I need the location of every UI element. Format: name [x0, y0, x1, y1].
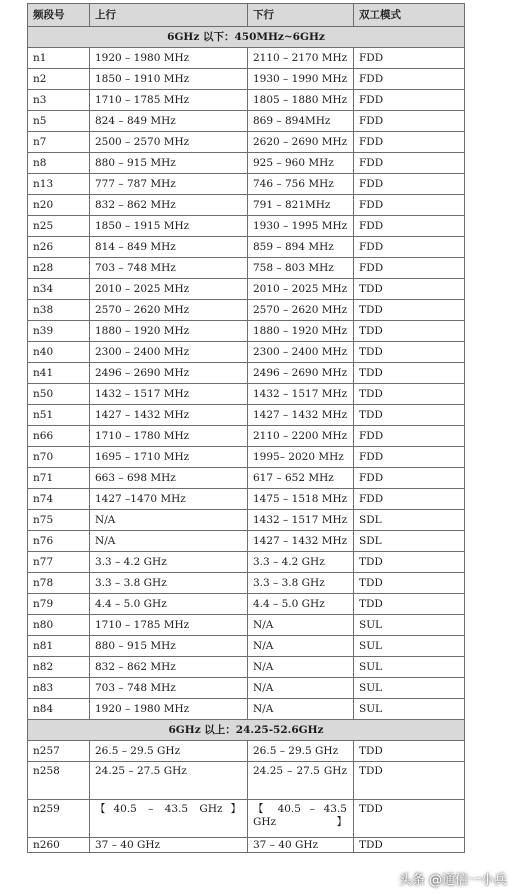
cell-uplink: 3.3 – 3.8 GHz [90, 573, 248, 594]
cell-band: n38 [28, 300, 90, 321]
cell-downlink: 2620 – 2690 MHz [248, 132, 354, 153]
cell-duplex: FDD [354, 90, 465, 111]
table-row [28, 468, 465, 489]
cell-downlink: 2496 – 2690 MHz [248, 363, 354, 384]
cell-uplink: 1850 – 1915 MHz [90, 216, 248, 237]
cell-uplink: 24.25 – 27.5 GHz [90, 762, 248, 800]
cell-band: n25 [28, 216, 90, 237]
table-row [28, 594, 465, 615]
cell-band: n20 [28, 195, 90, 216]
table-row [28, 426, 465, 447]
cell-downlink: 925 – 960 MHz [248, 153, 354, 174]
cell-downlink: 1805 – 1880 MHz [248, 90, 354, 111]
cell-downlink: 1930 – 1990 MHz [248, 69, 354, 90]
table-row [28, 800, 465, 838]
cell-uplink: 703 – 748 MHz [90, 678, 248, 699]
cell-band: n74 [28, 489, 90, 510]
cell-uplink: 1710 – 1785 MHz [90, 615, 248, 636]
cell-duplex: FDD [354, 426, 465, 447]
cell-duplex: TDD [354, 363, 465, 384]
cell-duplex: FDD [354, 489, 465, 510]
cell-band: n84 [28, 699, 90, 720]
cell-downlink: 1475 – 1518 MHz [248, 489, 354, 510]
cell-band: n26 [28, 237, 90, 258]
table-row [28, 132, 465, 153]
section-row [28, 720, 465, 741]
cell-duplex: FDD [354, 237, 465, 258]
cell-downlink: N/A [248, 615, 354, 636]
cell-uplink: 663 – 698 MHz [90, 468, 248, 489]
cell-uplink: 【40.5 – 43.5 GHz】 [90, 800, 248, 838]
cell-band: n259 [28, 800, 90, 838]
cell-band: n13 [28, 174, 90, 195]
table-body [28, 27, 465, 853]
cell-downlink: N/A [248, 636, 354, 657]
cell-uplink: 2500 – 2570 MHz [90, 132, 248, 153]
cell-band: n260 [28, 838, 90, 853]
cell-uplink: 26.5 – 29.5 GHz [90, 741, 248, 762]
table-row [28, 342, 465, 363]
cell-duplex: FDD [354, 69, 465, 90]
table-row [28, 552, 465, 573]
cell-uplink: 2496 – 2690 MHz [90, 363, 248, 384]
cell-downlink: 746 – 756 MHz [248, 174, 354, 195]
table-row [28, 237, 465, 258]
table-row [28, 90, 465, 111]
cell-band: n83 [28, 678, 90, 699]
cell-duplex: TDD [354, 800, 465, 838]
cell-band: n7 [28, 132, 90, 153]
section-row [28, 27, 465, 48]
cell-downlink: 859 – 894 MHz [248, 237, 354, 258]
section-title: 6GHz 以下：450MHz~6GHz [28, 27, 465, 48]
table-row [28, 405, 465, 426]
cell-band: n39 [28, 321, 90, 342]
cell-band: n80 [28, 615, 90, 636]
cell-band: n257 [28, 741, 90, 762]
cell-duplex: TDD [354, 573, 465, 594]
cell-duplex: SUL [354, 615, 465, 636]
table-row [28, 48, 465, 69]
cell-duplex: TDD [354, 300, 465, 321]
table-row [28, 363, 465, 384]
cell-band: n75 [28, 510, 90, 531]
table-row [28, 531, 465, 552]
cell-uplink: 1427 – 1432 MHz [90, 405, 248, 426]
table-row [28, 111, 465, 132]
table-row [28, 69, 465, 90]
cell-downlink: 1880 – 1920 MHz [248, 321, 354, 342]
cell-duplex: FDD [354, 195, 465, 216]
cell-uplink: 1427 –1470 MHz [90, 489, 248, 510]
cell-uplink: 1920 – 1980 MHz [90, 48, 248, 69]
table-row [28, 216, 465, 237]
cell-duplex: TDD [354, 762, 465, 800]
cell-band: n34 [28, 279, 90, 300]
cell-duplex: FDD [354, 258, 465, 279]
cell-band: n40 [28, 342, 90, 363]
table-row [28, 384, 465, 405]
cell-downlink: 24.25 – 27.5 GHz [248, 762, 354, 800]
cell-downlink: N/A [248, 657, 354, 678]
cell-downlink: 2110 – 2200 MHz [248, 426, 354, 447]
cell-downlink: 2570 – 2620 MHz [248, 300, 354, 321]
cell-downlink: 1995– 2020 MHz [248, 447, 354, 468]
cell-duplex: TDD [354, 838, 465, 853]
cell-duplex: SDL [354, 510, 465, 531]
table-row [28, 678, 465, 699]
cell-uplink: 2570 – 2620 MHz [90, 300, 248, 321]
cell-uplink: 832 – 862 MHz [90, 657, 248, 678]
cell-downlink: 869 – 894MHz [248, 111, 354, 132]
table-row [28, 153, 465, 174]
cell-duplex: FDD [354, 153, 465, 174]
cell-uplink: 880 – 915 MHz [90, 153, 248, 174]
cell-uplink: 3.3 – 4.2 GHz [90, 552, 248, 573]
cell-band: n79 [28, 594, 90, 615]
cell-duplex: SUL [354, 636, 465, 657]
header-uplink: 上行 [90, 4, 248, 27]
watermark: 头条 @通信一小兵 [398, 873, 507, 888]
table-row [28, 657, 465, 678]
table-row [28, 838, 465, 853]
cell-duplex: TDD [354, 279, 465, 300]
cell-band: n258 [28, 762, 90, 800]
cell-band: n3 [28, 90, 90, 111]
table-row [28, 573, 465, 594]
cell-uplink: 777 – 787 MHz [90, 174, 248, 195]
cell-band: n71 [28, 468, 90, 489]
cell-downlink: 1432 – 1517 MHz [248, 510, 354, 531]
cell-uplink: 37 – 40 GHz [90, 838, 248, 853]
table-row [28, 195, 465, 216]
cell-duplex: TDD [354, 321, 465, 342]
cell-band: n8 [28, 153, 90, 174]
cell-uplink: N/A [90, 510, 248, 531]
cell-band: n5 [28, 111, 90, 132]
cell-band: n1 [28, 48, 90, 69]
cell-band: n51 [28, 405, 90, 426]
table-row [28, 489, 465, 510]
cell-duplex: TDD [354, 405, 465, 426]
cell-downlink: 4.4 – 5.0 GHz [248, 594, 354, 615]
cell-band: n77 [28, 552, 90, 573]
cell-duplex: FDD [354, 111, 465, 132]
cell-duplex: FDD [354, 216, 465, 237]
cell-band: n28 [28, 258, 90, 279]
cell-uplink: 4.4 – 5.0 GHz [90, 594, 248, 615]
band-table [27, 3, 465, 853]
cell-uplink: 1850 – 1910 MHz [90, 69, 248, 90]
cell-downlink: 2110 – 2170 MHz [248, 48, 354, 69]
cell-uplink: 1710 – 1785 MHz [90, 90, 248, 111]
cell-downlink: 1432 – 1517 MHz [248, 384, 354, 405]
cell-uplink: 1920 – 1980 MHz [90, 699, 248, 720]
cell-downlink: 758 – 803 MHz [248, 258, 354, 279]
cell-band: n2 [28, 69, 90, 90]
cell-uplink: 2300 – 2400 MHz [90, 342, 248, 363]
table-row [28, 510, 465, 531]
cell-band: n50 [28, 384, 90, 405]
cell-duplex: SUL [354, 699, 465, 720]
cell-downlink: 1427 – 1432 MHz [248, 405, 354, 426]
cell-uplink: N/A [90, 531, 248, 552]
table-row [28, 699, 465, 720]
cell-downlink: N/A [248, 678, 354, 699]
cell-downlink: N/A [248, 699, 354, 720]
cell-downlink: 1427 – 1432 MHz [248, 531, 354, 552]
table-row [28, 447, 465, 468]
cell-uplink: 1432 – 1517 MHz [90, 384, 248, 405]
cell-uplink: 2010 – 2025 MHz [90, 279, 248, 300]
cell-downlink: 617 – 652 MHz [248, 468, 354, 489]
cell-duplex: FDD [354, 468, 465, 489]
cell-duplex: TDD [354, 594, 465, 615]
cell-uplink: 824 – 849 MHz [90, 111, 248, 132]
cell-uplink: 703 – 748 MHz [90, 258, 248, 279]
cell-uplink: 832 – 862 MHz [90, 195, 248, 216]
cell-downlink: 【 40.5 – 43.5 GHz】 [248, 800, 354, 838]
table-row [28, 741, 465, 762]
cell-downlink: 26.5 – 29.5 GHz [248, 741, 354, 762]
cell-uplink: 880 – 915 MHz [90, 636, 248, 657]
cell-band: n70 [28, 447, 90, 468]
cell-uplink: 1710 – 1780 MHz [90, 426, 248, 447]
cell-band: n82 [28, 657, 90, 678]
cell-duplex: TDD [354, 342, 465, 363]
cell-downlink: 1930 – 1995 MHz [248, 216, 354, 237]
table-row [28, 762, 465, 800]
cell-uplink: 1695 – 1710 MHz [90, 447, 248, 468]
cell-duplex: FDD [354, 48, 465, 69]
cell-duplex: TDD [354, 552, 465, 573]
cell-band: n66 [28, 426, 90, 447]
cell-band: n78 [28, 573, 90, 594]
cell-duplex: SUL [354, 657, 465, 678]
cell-band: n41 [28, 363, 90, 384]
section-title: 6GHz 以上：24.25-52.6GHz [28, 720, 465, 741]
cell-downlink: 3.3 – 4.2 GHz [248, 552, 354, 573]
cell-downlink: 791 – 821MHz [248, 195, 354, 216]
header-band: 频段号 [28, 4, 90, 27]
header-downlink: 下行 [248, 4, 354, 27]
cell-duplex: FDD [354, 447, 465, 468]
cell-band: n81 [28, 636, 90, 657]
header-row [28, 4, 465, 27]
table-row [28, 258, 465, 279]
cell-duplex: TDD [354, 384, 465, 405]
cell-downlink: 3.3 – 3.8 GHz [248, 573, 354, 594]
cell-downlink: 37 – 40 GHz [248, 838, 354, 853]
cell-band: n76 [28, 531, 90, 552]
table-row [28, 615, 465, 636]
cell-downlink: 2300 – 2400 MHz [248, 342, 354, 363]
table-row [28, 279, 465, 300]
cell-downlink: 2010 – 2025 MHz [248, 279, 354, 300]
cell-uplink: 1880 – 1920 MHz [90, 321, 248, 342]
header-duplex: 双工模式 [354, 4, 465, 27]
table-row [28, 174, 465, 195]
cell-duplex: FDD [354, 174, 465, 195]
table-row [28, 636, 465, 657]
cell-uplink: 814 – 849 MHz [90, 237, 248, 258]
cell-duplex: TDD [354, 741, 465, 762]
table-row [28, 321, 465, 342]
cell-duplex: SDL [354, 531, 465, 552]
cell-duplex: SUL [354, 678, 465, 699]
table-row [28, 300, 465, 321]
cell-duplex: FDD [354, 132, 465, 153]
